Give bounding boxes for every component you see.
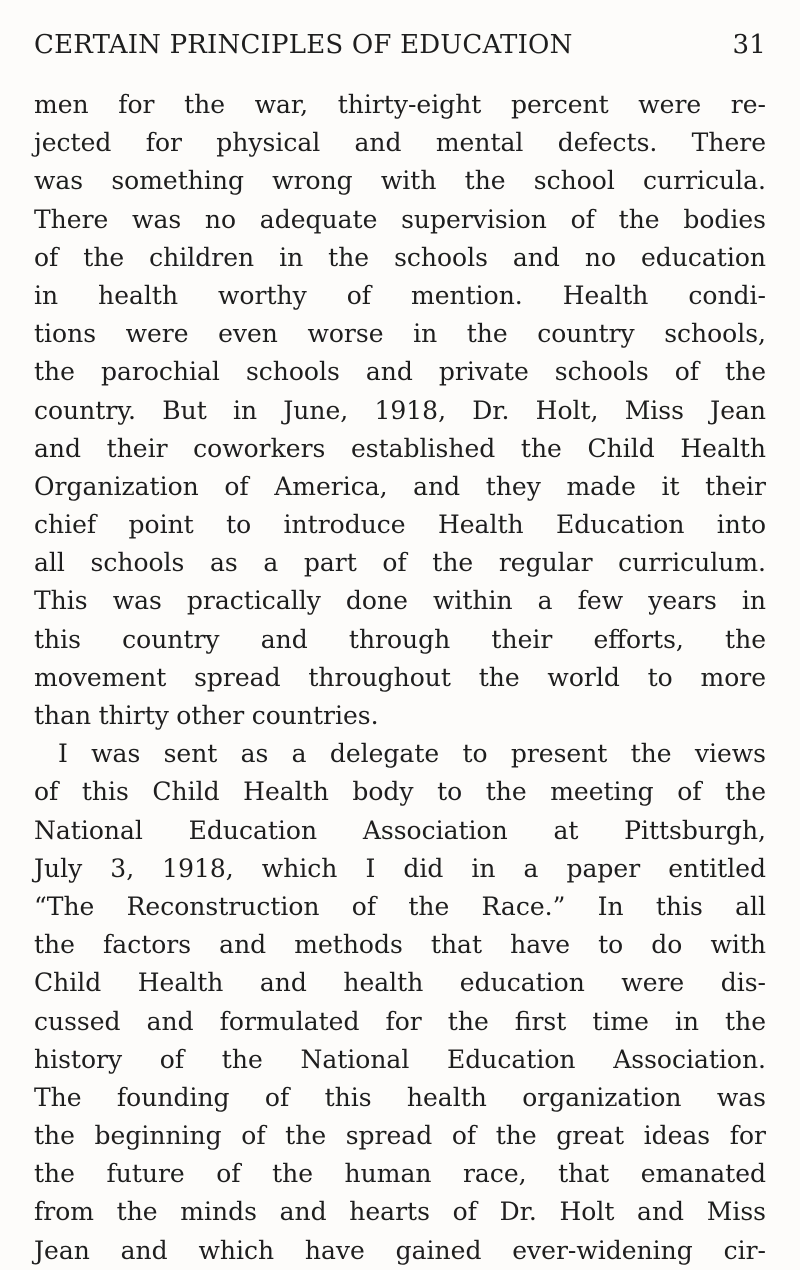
- text-line: Child Health and health education were dis-: [34, 968, 766, 998]
- text-line: This was practically done within a few years in: [34, 586, 766, 616]
- text-line: men for the war, thirty-eight percent were re-: [34, 90, 766, 119]
- text-line: “The Reconstruction of the Race.” In this all: [34, 891, 766, 921]
- text-line: There was no adequate supervision of the bodies: [34, 204, 766, 234]
- text-line: of the children in the schools and no education: [34, 242, 766, 272]
- text-line: all schools as a part of the regular curriculum.: [34, 548, 766, 578]
- paragraph: [34, 86, 766, 735]
- page-number: 31: [732, 30, 766, 60]
- text-line: Organization of America, and they made it their: [34, 471, 766, 501]
- text-line: in health worthy of mention. Health condi-: [34, 280, 766, 310]
- text-line: The founding of this health organization was: [34, 1082, 766, 1112]
- text-line: this country and through their efforts, the: [34, 624, 766, 654]
- text-line: the factors and methods that have to do with: [34, 930, 766, 960]
- book-page: [34, 0, 766, 1270]
- paragraph: [34, 735, 766, 1270]
- body-text: [34, 86, 766, 1270]
- text-line: I was sent as a delegate to present the views: [58, 739, 766, 769]
- text-line: history of the National Education Association.: [34, 1044, 766, 1074]
- text-line: the parochial schools and private schools of the: [34, 357, 766, 387]
- text-line: the beginning of the spread of the great ideas for: [34, 1121, 766, 1151]
- running-head-title: CERTAIN PRINCIPLES OF EDUCATION: [34, 30, 573, 60]
- text-line: National Education Association at Pittsburgh,: [34, 815, 766, 845]
- text-line: the future of the human race, that emanated: [34, 1159, 766, 1189]
- text-line: and their coworkers established the Child Health: [34, 433, 766, 463]
- text-line: movement spread throughout the world to more: [34, 662, 766, 692]
- text-line: country. But in June, 1918, Dr. Holt, Miss Jean: [34, 395, 766, 425]
- text-line: jected for physical and mental defects. There: [34, 128, 766, 158]
- running-head: [34, 30, 766, 80]
- text-line: than thirty other countries.: [34, 701, 379, 730]
- text-line: Jean and which have gained ever-widening cir-: [34, 1235, 766, 1265]
- text-line: of this Child Health body to the meeting of the: [34, 777, 766, 807]
- text-line: cussed and formulated for the first time in the: [34, 1006, 766, 1036]
- text-line: was something wrong with the school curricula.: [34, 166, 766, 196]
- text-line: July 3, 1918, which I did in a paper entitled: [34, 853, 766, 883]
- text-line: tions were even worse in the country schools,: [34, 319, 766, 349]
- text-line: from the minds and hearts of Dr. Holt and Miss: [34, 1197, 766, 1227]
- text-line: chief point to introduce Health Education into: [34, 510, 766, 540]
